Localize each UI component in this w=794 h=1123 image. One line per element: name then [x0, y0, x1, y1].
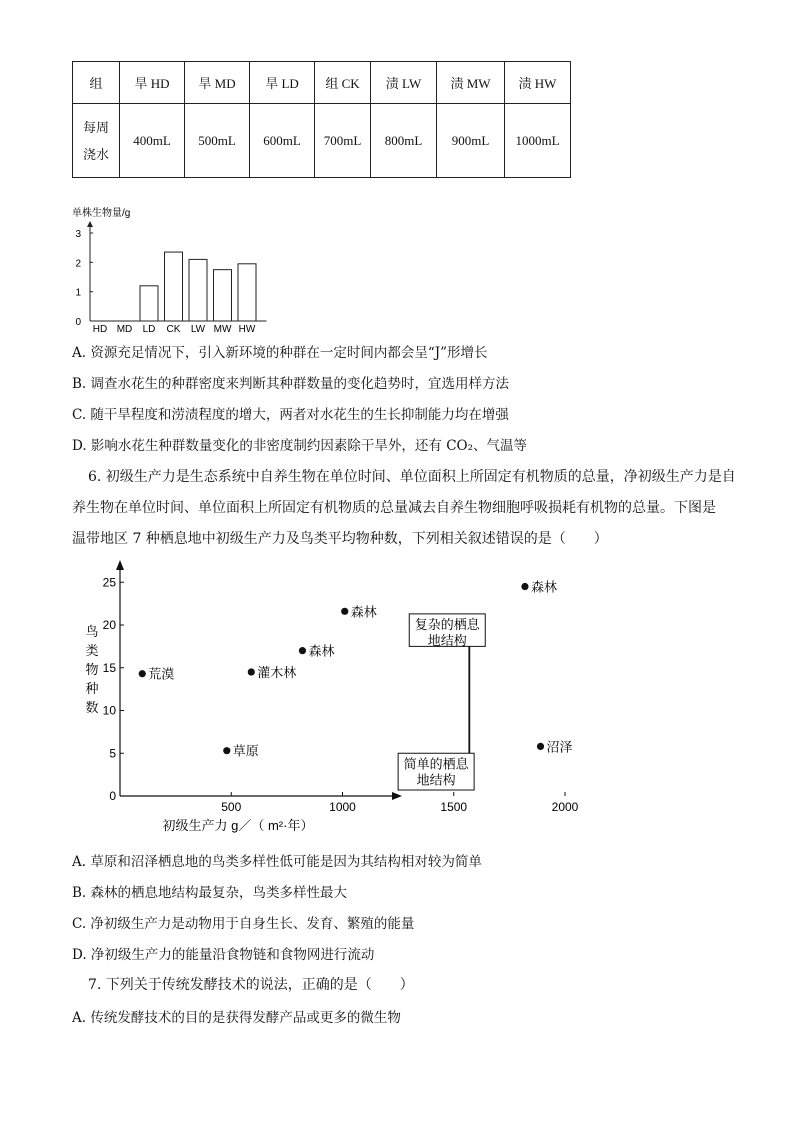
row-label-line: 每周 — [82, 119, 109, 135]
y-axis-label-char: 种 — [85, 681, 99, 696]
simple-structure-text: 简单的栖息 — [403, 756, 469, 772]
table-cell: 800mL — [371, 104, 437, 178]
scatter-point-label: 草原 — [232, 743, 259, 759]
q5-option-d: D. 影响水花生种群数量变化的非密度制约因素除干旱外，还有 CO₂、气温等 — [72, 438, 528, 454]
bar — [165, 252, 183, 321]
scatter-point — [299, 647, 306, 654]
scatter-point-label: 荒漠 — [148, 666, 175, 682]
bar — [140, 286, 158, 321]
scatter-point-label: 灌木林 — [257, 665, 297, 681]
x-axis-arrow — [392, 792, 402, 800]
table-cell: 900mL — [437, 104, 505, 178]
table-header-cell: 组 CK — [315, 62, 371, 104]
x-tick-label: 1000 — [329, 800, 356, 814]
x-tick-label: LD — [142, 324, 156, 335]
scatter-point — [223, 747, 230, 754]
table-cell: 700mL — [315, 104, 371, 178]
q6-option-b: B. 森林的栖息地结构最复杂，鸟类多样性最大 — [72, 885, 348, 901]
y-tick-label: 2 — [75, 258, 81, 270]
y-tick-label: 15 — [102, 660, 116, 675]
table-header-cell: 组 — [73, 62, 120, 104]
y-axis-label-char: 数 — [85, 700, 99, 715]
y-axis-arrow — [87, 221, 93, 227]
scatter-point — [139, 670, 146, 677]
complex-structure-text: 地结构 — [427, 632, 467, 648]
table-header-cell: 渍 LW — [371, 62, 437, 104]
q6-option-a: A. 草原和沼泽栖息地的鸟类多样性低可能是因为其结构相对较为简单 — [72, 854, 482, 870]
table-cell: 400mL — [120, 104, 185, 178]
complex-structure-text: 复杂的栖息 — [414, 616, 480, 632]
x-tick-label: MD — [116, 324, 133, 335]
y-axis-label-char: 类 — [85, 643, 99, 658]
y-axis-label: 单株生物量/g — [72, 208, 131, 219]
bar — [189, 259, 207, 321]
scatter-point — [521, 583, 528, 590]
x-tick-label: 500 — [221, 800, 242, 814]
table-header-cell: 旱 MD — [185, 62, 250, 104]
q6-stem-line1: 6. 初级生产力是生态系统中自养生物在单位时间、单位面积上所固定有机物质的总量，净初级生产力是自 — [88, 469, 736, 485]
habitat-scatter-chart — [70, 562, 579, 842]
y-tick-label: 0 — [109, 789, 116, 803]
table-cell: 1000mL — [505, 104, 571, 178]
q5-option-c: C. 随干旱程度和涝渍程度的增大，两者对水花生的生长抑制能力均在增强 — [72, 407, 509, 423]
bar — [214, 270, 232, 321]
q7-stem: 7. 下列关于传统发酵技术的说法，正确的是（ ） — [88, 977, 414, 993]
y-tick-label: 3 — [75, 229, 81, 240]
table-header-cell: 旱 HD — [120, 62, 185, 104]
table-row — [73, 104, 571, 178]
y-tick-label: 0 — [75, 317, 81, 328]
scatter-point — [341, 608, 348, 615]
q6-option-d: D. 净初级生产力的能量沿食物链和食物网进行流动 — [72, 947, 375, 963]
table-cell: 500mL — [185, 104, 250, 178]
x-tick-label: MW — [213, 324, 232, 335]
q6-stem-line3: 温带地区 7 种栖息地中初级生产力及鸟类平均物种数，下列相关叙述错误的是（ ） — [72, 531, 608, 547]
x-tick-label: HD — [92, 324, 108, 335]
scatter-point-label: 森林 — [350, 604, 377, 620]
q6-stem-line2: 养生物在单位时间、单位面积上所固定有机物质的总量减去自养生物细胞呼吸损耗有机物的总量。下图是 — [72, 500, 716, 516]
table-header-cell: 渍 HW — [505, 62, 571, 104]
watering-table — [72, 61, 571, 178]
scatter-point — [537, 743, 544, 750]
y-tick-label: 10 — [102, 703, 116, 718]
scatter-point — [248, 668, 255, 675]
table-header-row — [73, 62, 571, 104]
y-tick-label: 20 — [102, 618, 116, 632]
x-tick-label: 2000 — [551, 800, 579, 814]
simple-structure-text: 地结构 — [416, 772, 456, 788]
y-axis-label-char: 鸟 — [85, 624, 99, 639]
q6-option-c: C. 净初级生产力是动物用于自身生长、发育、繁殖的能量 — [72, 916, 415, 932]
x-tick-label: HW — [238, 324, 256, 335]
x-tick-label: LW — [190, 324, 206, 335]
scatter-point-label: 森林 — [530, 579, 557, 595]
table-header-cell: 旱 LD — [250, 62, 315, 104]
scatter-point-label: 沼泽 — [546, 739, 573, 755]
table-header-cell: 渍 MW — [437, 62, 505, 104]
bar — [238, 264, 256, 321]
row-label-line: 浇水 — [82, 146, 109, 162]
x-tick-label: 1500 — [440, 800, 468, 814]
y-axis-arrow — [116, 560, 124, 570]
x-tick-label: CK — [166, 324, 181, 335]
y-axis-label-char: 物 — [85, 662, 99, 677]
q5-option-b: B. 调查水花生的种群密度来判断其种群数量的变化趋势时，宜选用样方法 — [72, 376, 510, 392]
q5-option-a: A. 资源充足情况下，引入新环境的种群在一定时间内都会呈“J”形增长 — [72, 345, 488, 361]
x-axis-label: 初级生产力 g／（ m²·年） — [162, 818, 314, 833]
biomass-bar-chart — [60, 200, 280, 340]
q7-option-a: A. 传统发酵技术的目的是获得发酵产品或更多的微生物 — [72, 1010, 401, 1026]
y-tick-label: 25 — [102, 575, 116, 590]
table-row-label — [73, 104, 120, 178]
y-tick-label: 1 — [75, 287, 81, 299]
y-tick-label: 5 — [109, 746, 116, 761]
scatter-point-label: 森林 — [308, 643, 335, 659]
table-cell: 600mL — [250, 104, 315, 178]
